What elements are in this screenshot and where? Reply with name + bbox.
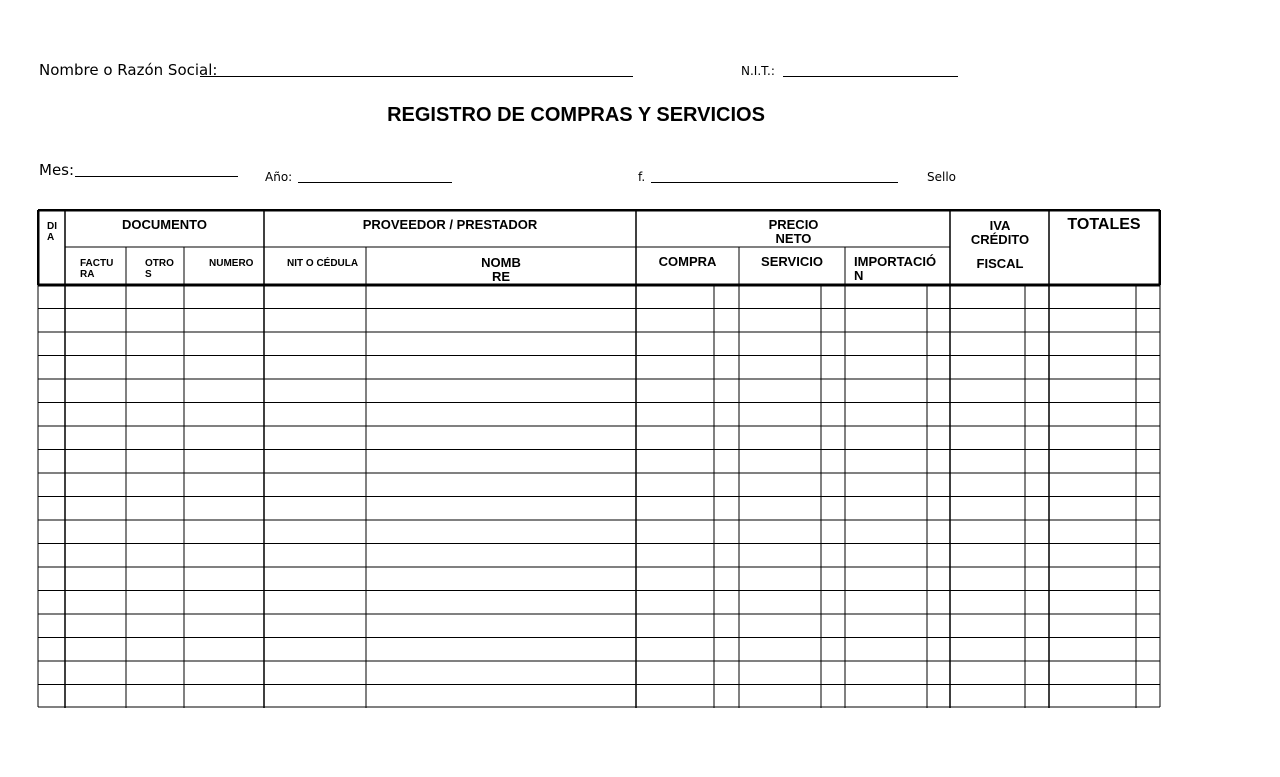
header-iva-credito: IVA CRÉDITO: [970, 218, 1030, 248]
header-precio-neto: PRECIO NETO: [768, 217, 819, 247]
nit-label: N.I.T.:: [741, 64, 775, 78]
header-documento: DOCUMENTO: [122, 217, 207, 232]
mes-label: Mes:: [39, 161, 75, 179]
header-nombre: NOMB RE: [481, 255, 521, 285]
purchases-register-table: [37, 209, 1161, 708]
nit-field[interactable]: [783, 76, 958, 77]
header-compra: COMPRA: [658, 254, 717, 269]
header-importacion: IMPORTACIÓ N: [854, 254, 937, 284]
header-dia: DI A: [47, 221, 57, 243]
mes-field[interactable]: [75, 176, 238, 177]
razon-social-field[interactable]: [200, 76, 633, 77]
firma-label: f.: [638, 170, 646, 184]
header-otros: OTRO S: [145, 258, 174, 280]
sello-label: Sello: [927, 170, 957, 184]
header-factura: FACTU RA: [80, 258, 114, 280]
anio-field[interactable]: [298, 182, 452, 183]
header-fiscal: FISCAL: [976, 256, 1024, 271]
header-nit-cedula: NIT O CÉDULA: [287, 258, 359, 269]
header-totales: TOTALES: [1067, 216, 1141, 233]
header-servicio: SERVICIO: [761, 254, 823, 269]
firma-field[interactable]: [651, 182, 898, 183]
razon-social-label: Nombre o Razón Social:: [39, 61, 218, 79]
anio-label: Año:: [265, 170, 293, 184]
header-numero: NUMERO: [209, 258, 254, 269]
header-proveedor: PROVEEDOR / PRESTADOR: [362, 217, 538, 232]
form-title: REGISTRO DE COMPRAS Y SERVICIOS: [387, 104, 765, 126]
